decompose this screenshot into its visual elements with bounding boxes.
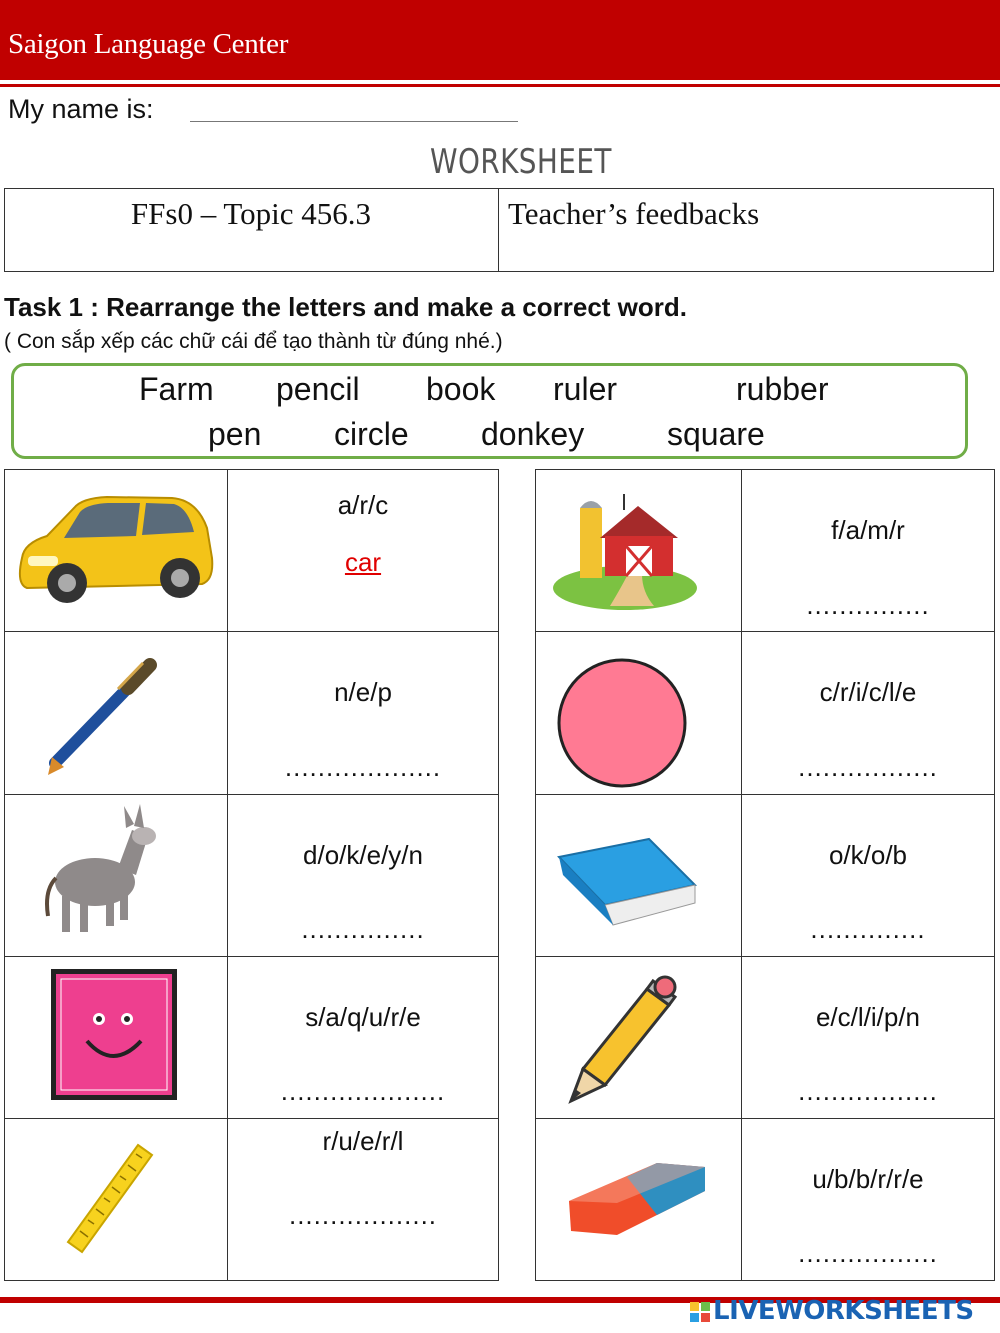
liveworksheets-icon	[690, 1302, 710, 1322]
logo-text: LIVEWORKSHEETS	[713, 1296, 974, 1326]
grid-line	[227, 469, 228, 1281]
school-name: Saigon Language Center	[8, 28, 289, 60]
pen-picture	[40, 655, 165, 780]
scrambled-word: c/r/i/c/l/e	[819, 677, 917, 707]
header-bar	[0, 0, 1000, 80]
book-picture	[555, 835, 700, 930]
word-bank-item: pen	[208, 416, 262, 452]
worksheet-title: WORKSHEET	[430, 142, 612, 182]
word-bank-item: pencil	[276, 371, 360, 407]
course-topic: FFs0 – Topic 456.3	[130, 196, 372, 231]
grid-line	[4, 794, 499, 795]
scrambled-word: d/o/k/e/y/n	[303, 840, 423, 870]
task-title: Task 1 : Rearrange the letters and make a correct word.	[4, 292, 688, 322]
scrambled-word: s/a/q/u/r/e	[305, 1002, 421, 1032]
name-label: My name is:	[8, 94, 154, 124]
scrambled-word: e/c/l/i/p/n	[815, 1002, 921, 1032]
pencil-picture	[565, 975, 680, 1105]
task-subtitle: ( Con sắp xếp các chữ cái để tạo thành từ đúng nhé.)	[4, 330, 503, 353]
header-divider	[0, 84, 1000, 87]
answer-blank[interactable]: .................	[798, 1076, 938, 1106]
word-bank-item: book	[426, 371, 496, 407]
scrambled-word: u/b/b/r/r/e	[812, 1164, 924, 1194]
word-bank-item: square	[667, 416, 765, 452]
teacher-feedback-label: Teacher’s feedbacks	[508, 196, 760, 231]
answer-blank[interactable]: ...................	[284, 752, 442, 782]
grid-line	[535, 631, 995, 632]
answer-blank[interactable]: ..............	[810, 914, 926, 944]
grid-line	[535, 1118, 995, 1119]
scrambled-word: f/a/m/r	[831, 515, 905, 545]
info-table-divider	[498, 188, 499, 272]
scrambled-word: o/k/o/b	[828, 840, 908, 870]
ruler-picture	[60, 1140, 160, 1260]
word-bank-item: Farm	[139, 371, 214, 407]
answer-blank[interactable]: ..................	[288, 1200, 438, 1230]
scrambled-word: r/u/e/r/l	[322, 1126, 404, 1156]
grid-line	[535, 794, 995, 795]
square-picture	[49, 967, 179, 1102]
car-picture	[12, 488, 217, 613]
grid-line	[535, 956, 995, 957]
scrambled-word: n/e/p	[334, 677, 392, 707]
word-bank-item: donkey	[481, 416, 585, 452]
answer-blank[interactable]: .................	[798, 752, 938, 782]
donkey-picture	[40, 800, 160, 940]
farm-picture	[550, 488, 700, 613]
circle-picture	[555, 658, 695, 788]
word-bank-item: rubber	[736, 371, 829, 407]
answer-blank[interactable]: ....................	[280, 1076, 446, 1106]
grid-line	[4, 956, 499, 957]
answer-blank[interactable]: ...............	[806, 590, 930, 620]
word-bank-item: ruler	[553, 371, 618, 407]
answer-blank[interactable]: ...............	[301, 914, 425, 944]
rubber-picture	[565, 1145, 710, 1245]
grid-line	[4, 1118, 499, 1119]
liveworksheets-logo	[690, 1296, 974, 1326]
name-input-line[interactable]	[190, 121, 518, 122]
word-bank-item: circle	[334, 416, 409, 452]
scrambled-word: a/r/c	[337, 490, 389, 520]
answer-blank[interactable]: .................	[798, 1238, 938, 1268]
grid-line	[4, 631, 499, 632]
answer-example: car	[344, 547, 382, 577]
